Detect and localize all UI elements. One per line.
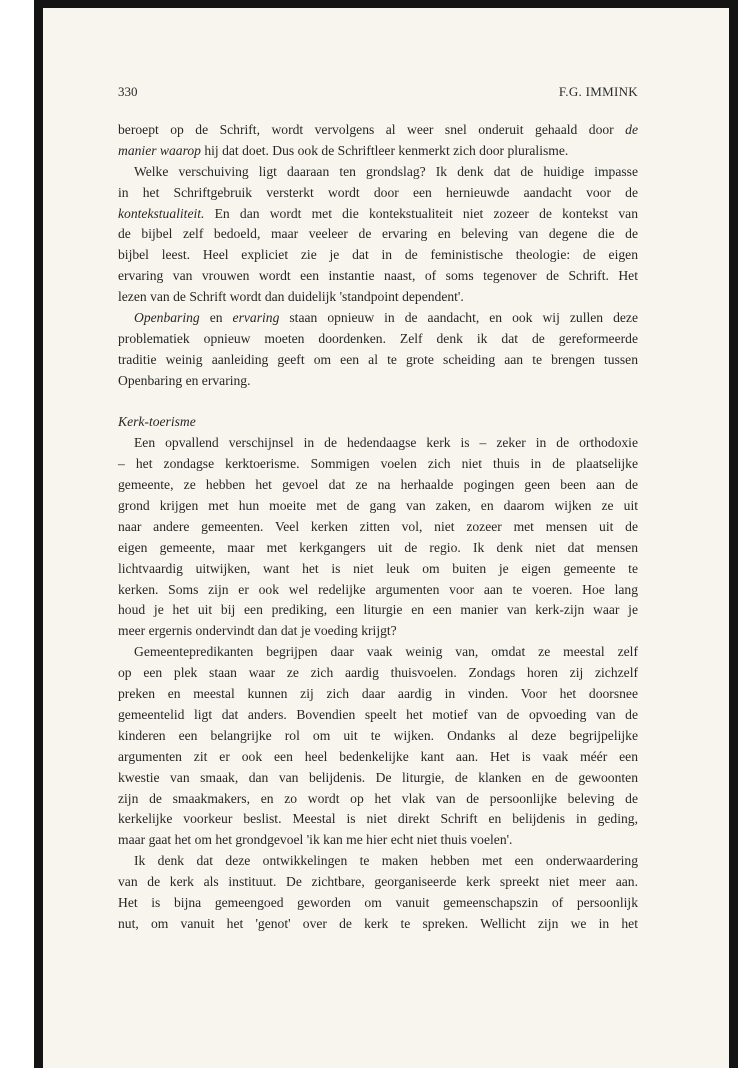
text-line: Openbaring en ervaring.	[118, 372, 251, 388]
text-line: van de kerk als instituut. De zichtbare, georganiseerde kerk spreekt niet meer aan.	[118, 874, 638, 890]
text-line: Het is bijna gemeengoed geworden om vanuit gemeenschapszin of persoonlijk	[118, 894, 638, 910]
text-line: Een opvallend verschijnsel in de hedendaagse kerk is – zeker in de orthodoxie	[134, 435, 638, 451]
text-line: traditie weinig aanleiding geeft om een al te grote scheiding aan te brengen tussen	[118, 351, 638, 367]
text-line: kerken. Soms zijn er ook wel redelijke argumenten voor aan te voeren. Hoe lang	[118, 581, 638, 597]
text-line: problematiek opnieuw moeten doordenken. Zelf denk ik dat de gereformeerde	[118, 330, 638, 346]
text-line: gemeentelid ligt dat anders. Bovendien speelt het motief van de opvoeding van de	[118, 706, 638, 722]
text-line: kwestie van smaak, dan van belijdenis. De liturgie, de klanken en de gewoonten	[118, 769, 638, 785]
text-line: Openbaring en ervaring staan opnieuw in de aandacht, en ook wij zullen deze	[134, 310, 638, 326]
text-line: lezen van de Schrift wordt dan duidelijk 'standpoint dependent'.	[118, 289, 464, 305]
text-line: zijn de smaakmakers, en zo wordt op het vlak van de persoonlijke beleving de	[118, 790, 638, 806]
body-text	[118, 120, 638, 935]
text-line: beroept op de Schrift, wordt vervolgens al weer snel onderuit gehaald door de	[118, 122, 638, 137]
text-line: kerkelijke voorkeur beslist. Meestal is niet direkt Schrift en belijdenis in geding,	[118, 811, 638, 827]
text-line: meer ergernis ondervindt dan dat je voeding krijgt?	[118, 623, 397, 639]
text-line: gemeente, ze hebben het gevoel dat ze na herhaalde pogingen geen been aan de	[118, 477, 638, 493]
paragraph-gap	[118, 392, 638, 413]
text-line: grond krijgen met hun moeite met de gang van zaken, en daarom wijken ze uit	[118, 498, 638, 514]
page-number: 330	[118, 84, 138, 99]
text-line: Gemeentepredikanten begrijpen daar vaak weinig van, omdat ze meestal zelf	[134, 644, 638, 660]
text-line: ervaring van vrouwen wordt een instantie naast, of soms tegenover de Schrift. Het	[118, 268, 638, 284]
scan-border-left	[34, 0, 43, 1068]
text-line: argumenten zit er ook een heel bedenkelijke kant aan. Het is vaak méér een	[118, 748, 638, 764]
text-line: kinderen een belangrijke rol om uit te wijken. Ondanks al deze begrijpelijke	[118, 727, 638, 743]
text-line: op een plek staan waar ze zich aardig thuisvoelen. Zondags horen zij zichzelf	[118, 665, 638, 681]
text-line: kontekstualiteit. En dan wordt met die kontekstualiteit niet zozeer de kontekst van	[118, 205, 638, 221]
text-line: in het Schriftgebruik versterkt wordt door een hernieuwde aandacht voor de	[118, 184, 638, 200]
text-line: naar andere gemeenten. Veel kerken zitten vol, niet zozeer met mensen uit de	[118, 518, 638, 534]
text-line: Welke verschuiving ligt daaraan ten grondslag? Ik denk dat de huidige impasse	[134, 163, 638, 179]
text-line: houd je het uit bij een prediking, een liturgie en een manier van kerk-zijn waar je	[118, 602, 638, 618]
text-line: eigen gemeente, maar met kerkgangers uit de regio. Ik denk niet dat mensen	[118, 539, 638, 555]
text-line: nut, om vanuit het 'genot' over de kerk te spreken. Wellicht zijn we in het	[118, 915, 638, 931]
scan-border-right	[729, 0, 738, 1068]
text-line: lichtvaardig uitwijken, want het is niet leuk om buiten je eigen gemeente te	[118, 560, 638, 576]
text-line: maar gaat het om het grondgevoel 'ik kan me hier echt niet thuis voelen'.	[118, 832, 513, 848]
text-line: manier waarop hij dat doet. Dus ook de Schriftleer kenmerkt zich door pluralisme.	[118, 142, 569, 158]
text-line: bijbel leest. Heel expliciet zie je dat in de feministische theologie: de eigen	[118, 247, 638, 263]
section-heading: Kerk-toerisme	[118, 414, 196, 430]
text-line: Ik denk dat deze ontwikkelingen te maken hebben met een onderwaardering	[134, 853, 638, 869]
text-line: preken en meestal kunnen zij zich daar aardig in vinden. Voor het doorsnee	[118, 686, 638, 702]
text-line: de bijbel zelf bedoeld, maar veeleer de ervaring en beleving van degene die de	[118, 226, 638, 242]
running-head: F.G. IMMINK	[558, 84, 638, 99]
scan-border-top	[34, 0, 738, 8]
text-line: – het zondagse kerktoerisme. Sommigen voelen zich niet thuis in de plaatselijke	[118, 456, 638, 472]
